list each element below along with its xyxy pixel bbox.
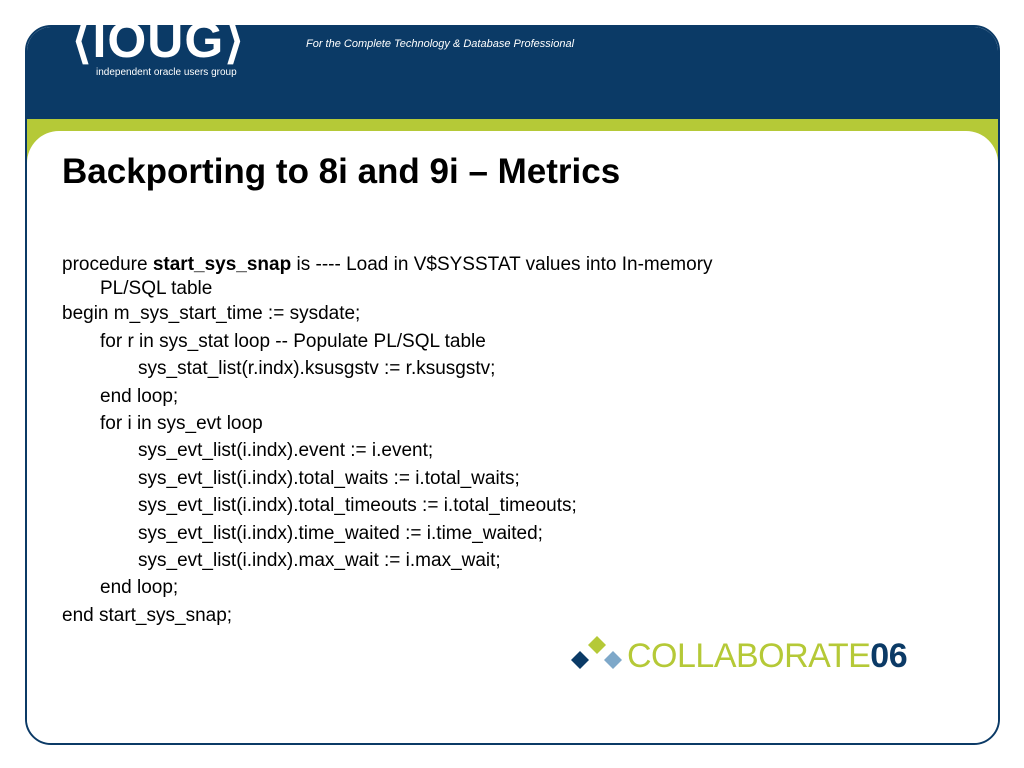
- collaborate-word: COLLABORATE: [627, 637, 871, 675]
- logo-left-bracket: ⟨: [72, 12, 93, 68]
- ioug-logo: [72, 12, 312, 86]
- code-line: sys_evt_list(i.indx).total_waits := i.total_waits;: [138, 467, 520, 489]
- slide-title: Backporting to 8i and 9i – Metrics: [62, 152, 621, 191]
- diamond-left: [571, 651, 589, 669]
- code-line: sys_evt_list(i.indx).time_waited := i.time_waited;: [138, 522, 543, 544]
- code-line: for i in sys_evt loop: [100, 412, 263, 434]
- code-line: sys_evt_list(i.indx).max_wait := i.max_wait;: [138, 549, 501, 571]
- diamond-top: [588, 636, 606, 654]
- collaborate-year: 06: [870, 637, 908, 675]
- collaborate-wordmark: [627, 636, 907, 676]
- diamond-right: [604, 651, 622, 669]
- code-line-wrap: PL/SQL table: [100, 278, 213, 300]
- code-line: end loop;: [100, 385, 179, 407]
- ioug-logo-wordmark: [72, 10, 245, 70]
- code-line: [62, 251, 942, 278]
- logo-subtitle: independent oracle users group: [96, 67, 237, 78]
- code-block: [62, 251, 942, 629]
- code-text: procedure: [62, 254, 153, 275]
- code-comment: is ---- Load in V$SYSSTAT values into In-memory: [291, 254, 713, 275]
- collaborate-logo: [567, 632, 937, 680]
- header-tagline: For the Complete Technology & Database Professional: [306, 38, 575, 50]
- code-line: sys_evt_list(i.indx).total_timeouts := i.total_timeouts;: [138, 495, 577, 517]
- diamond-icon: [567, 634, 623, 676]
- logo-text: IOUG: [92, 12, 225, 68]
- code-line: for r in sys_stat loop -- Populate PL/SQL table: [100, 330, 486, 352]
- code-line: end start_sys_snap;: [62, 604, 233, 626]
- code-line: begin m_sys_start_time := sysdate;: [62, 303, 361, 325]
- code-line: sys_evt_list(i.indx).event := i.event;: [138, 440, 434, 462]
- code-line: sys_stat_list(r.indx).ksusgstv := r.ksusgstv;: [138, 358, 496, 380]
- logo-right-bracket: ⟩: [224, 12, 245, 68]
- procedure-name: start_sys_snap: [152, 254, 292, 275]
- code-line: end loop;: [100, 577, 179, 599]
